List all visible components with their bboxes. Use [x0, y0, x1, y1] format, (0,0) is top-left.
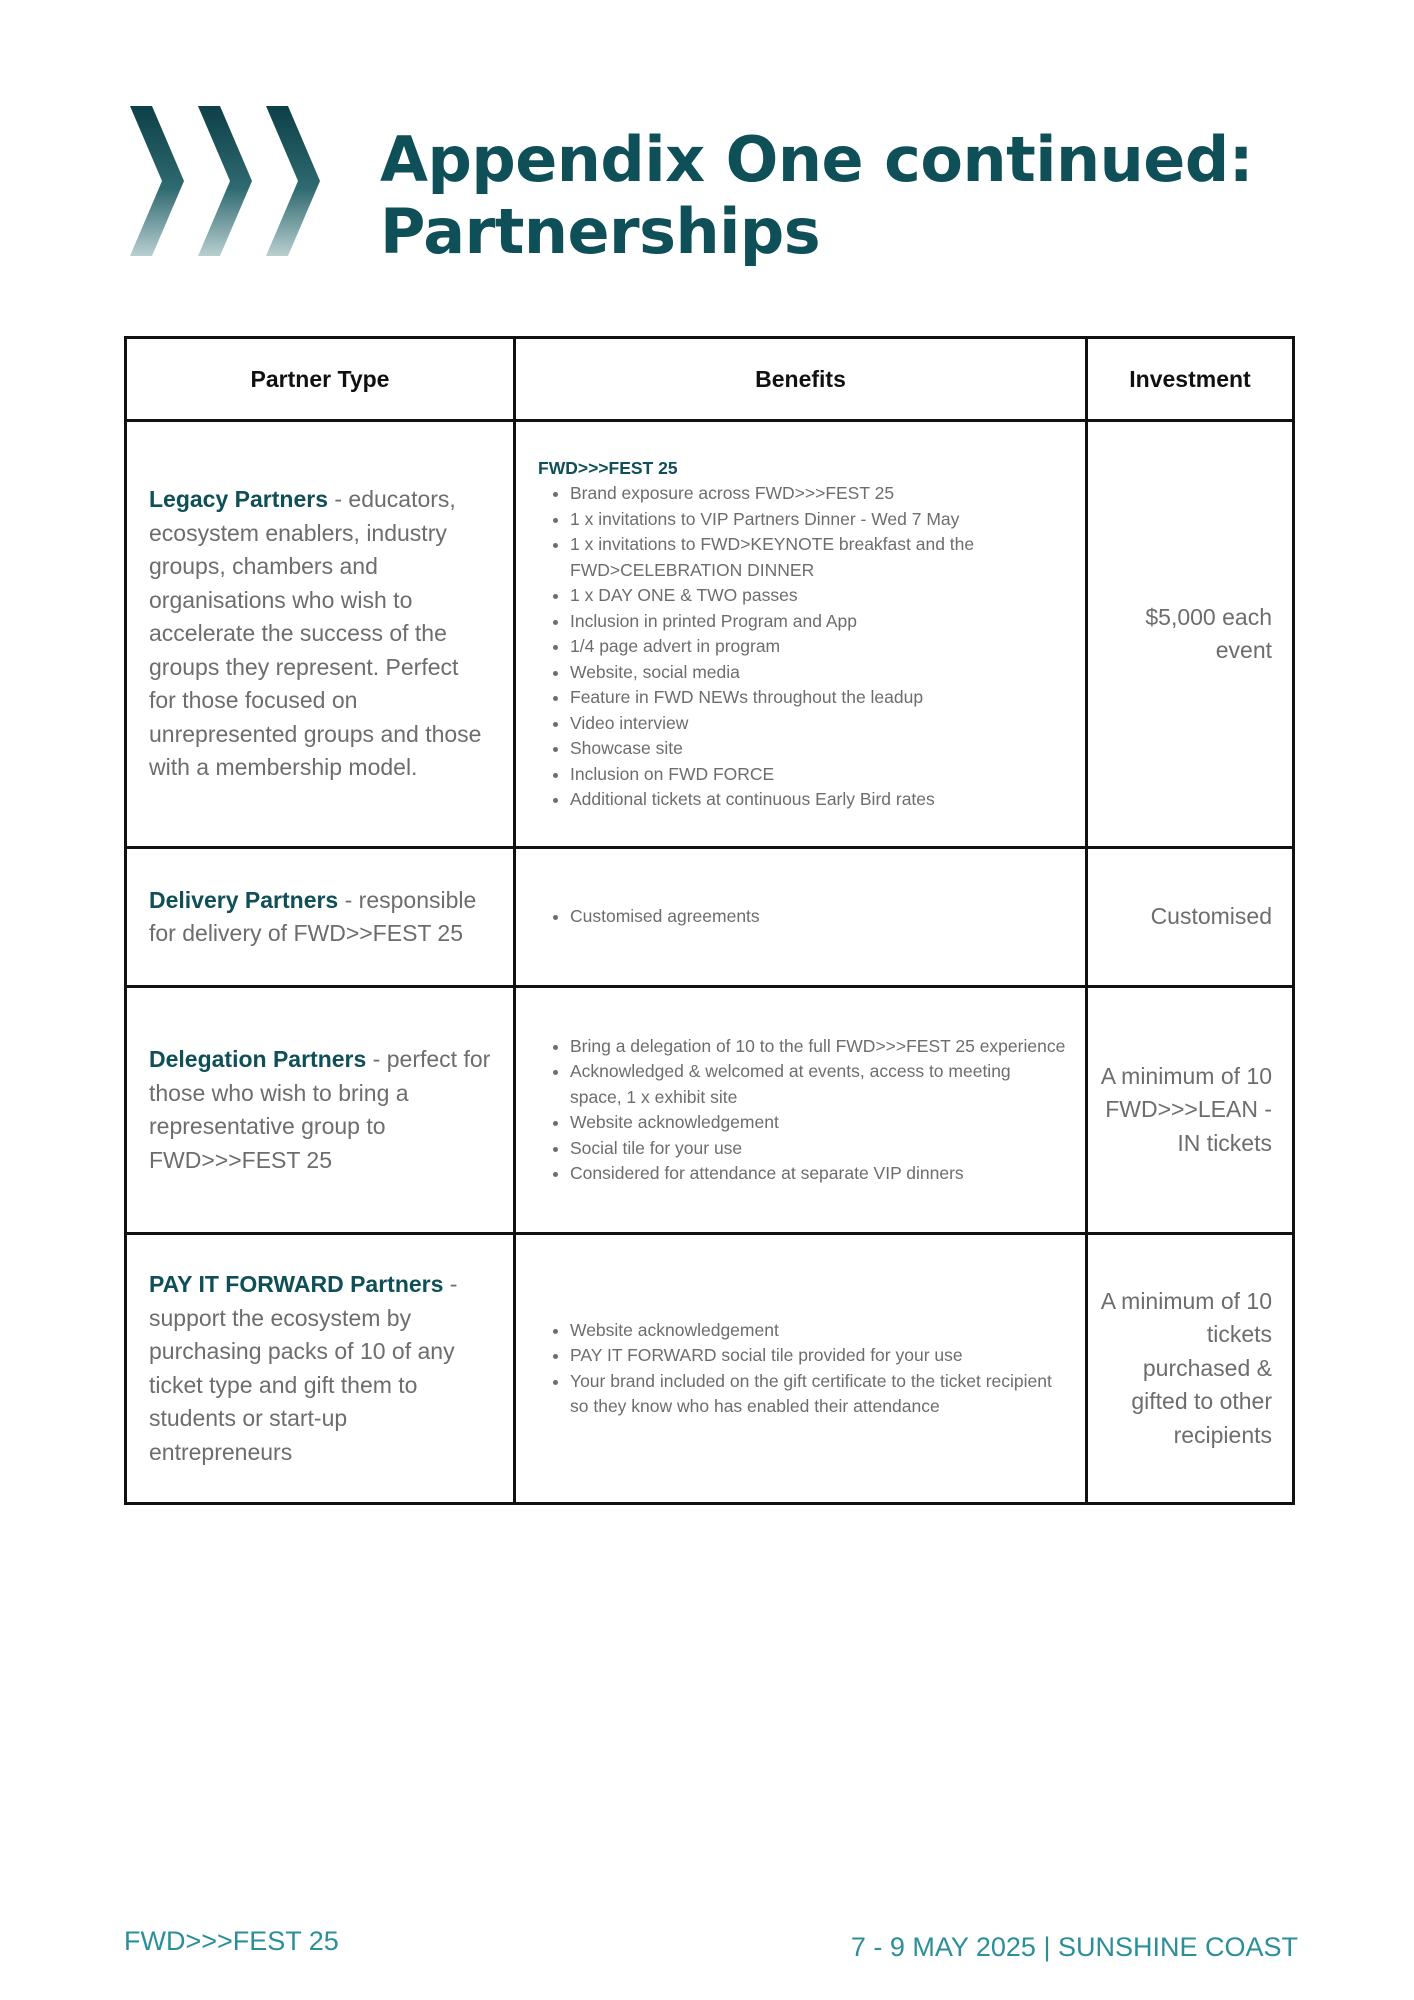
partner-type-name: Legacy Partners	[149, 486, 328, 513]
list-item: • PAY IT FORWARD social tile provided for your use	[570, 1343, 1067, 1369]
footer-event-name: FWD>>>FEST 25	[124, 1926, 339, 1956]
partner-type-cell	[126, 987, 515, 1234]
list-item: • Your brand included on the gift certificate to the ticket recipient so they know who has enabled their attendance	[570, 1369, 1067, 1420]
list-item: • Considered for attendance at separate VIP dinners	[570, 1161, 1067, 1187]
investment-cell: $5,000 each event	[1087, 421, 1294, 848]
list-item: • 1 x invitations to VIP Partners Dinner - Wed 7 May	[570, 507, 1067, 533]
benefits-list	[538, 481, 1067, 813]
benefits-cell	[515, 1234, 1087, 1504]
header-partner-type: Partner Type	[126, 338, 515, 421]
header-benefits: Benefits	[515, 338, 1087, 421]
benefits-heading: FWD>>>FEST 25	[538, 457, 678, 478]
list-item: • 1 x DAY ONE & TWO passes	[570, 583, 1067, 609]
partner-type-name: Delegation Partners	[149, 1046, 367, 1072]
list-item: • Feature in FWD NEWs throughout the leadup	[570, 685, 1067, 711]
partner-type-cell	[126, 421, 515, 848]
benefits-list	[538, 1318, 1067, 1420]
list-item: • 1 x invitations to FWD>KEYNOTE breakfast and the FWD>CELEBRATION DINNER	[570, 532, 1067, 583]
list-item: • Video interview	[570, 711, 1067, 737]
list-item: • Inclusion on FWD FORCE	[570, 762, 1067, 788]
list-item: • Website acknowledgement	[570, 1318, 1067, 1344]
partner-type-description: - responsible for delivery of FWD>>FEST 25	[149, 886, 477, 946]
list-item: • 1/4 page advert in program	[570, 634, 1067, 660]
table-row	[126, 1234, 1294, 1504]
investment-cell: A minimum of 10 tickets purchased & gifted to other recipients	[1087, 1234, 1294, 1504]
footer-event-dates: 7 - 9 MAY 2025 | SUNSHINE COAST	[850, 1932, 1298, 1962]
page-title	[380, 124, 1253, 268]
investment-cell: A minimum of 10 FWD>>>LEAN -IN tickets	[1087, 987, 1294, 1234]
partner-type-name: Delivery Partners	[149, 886, 339, 913]
list-item: • Website acknowledgement	[570, 1110, 1067, 1136]
list-item: • Inclusion in printed Program and App	[570, 609, 1067, 635]
partnerships-table	[124, 336, 1295, 1505]
chevron-2-icon	[198, 106, 252, 256]
partner-type-cell	[126, 848, 515, 987]
investment-cell: Customised	[1087, 848, 1294, 987]
list-item: • Acknowledged & welcomed at events, access to meeting space, 1 x exhibit site	[570, 1059, 1067, 1110]
benefits-cell	[515, 848, 1087, 987]
benefits-list	[538, 904, 1067, 930]
partner-type-description: - support the ecosystem by purchasing packs of 10 of any ticket type and gift them to students or start-up entrepreneurs	[149, 1271, 458, 1465]
benefits-cell	[515, 421, 1087, 848]
table-header-row	[126, 338, 1294, 421]
benefits-cell	[515, 987, 1087, 1234]
list-item: • Website, social media	[570, 660, 1067, 686]
page-title-line-1: Appendix One continued:	[380, 123, 1253, 196]
header-investment: Investment	[1087, 338, 1294, 421]
list-item: • Bring a delegation of 10 to the full FWD>>>FEST 25 experience	[570, 1034, 1067, 1060]
benefits-list	[538, 1034, 1067, 1187]
partner-type-cell	[126, 1234, 515, 1504]
table-row	[126, 987, 1294, 1234]
list-item: • Customised agreements	[570, 904, 1067, 930]
table-row	[126, 421, 1294, 848]
chevron-3-icon	[266, 106, 320, 256]
list-item: • Brand exposure across FWD>>>FEST 25	[570, 481, 1067, 507]
list-item: • Showcase site	[570, 736, 1067, 762]
triple-chevron-logo	[128, 104, 336, 258]
partner-type-description: - educators, ecosystem enablers, industry groups, chambers and organisations who wish to accelerate the success of the groups they represent. Perfect for those focused on unrepresented groups and those with a membership model.	[149, 486, 482, 781]
page-title-line-2: Partnerships	[380, 195, 821, 268]
partner-type-description: - perfect for those who wish to bring a representative group to FWD>>>FEST 25	[149, 1046, 491, 1173]
list-item: • Social tile for your use	[570, 1136, 1067, 1162]
list-item: • Additional tickets at continuous Early Bird rates	[570, 787, 1067, 813]
partner-type-name: PAY IT FORWARD Partners	[149, 1271, 444, 1297]
chevron-1-icon	[130, 106, 184, 256]
table-row	[126, 848, 1294, 987]
